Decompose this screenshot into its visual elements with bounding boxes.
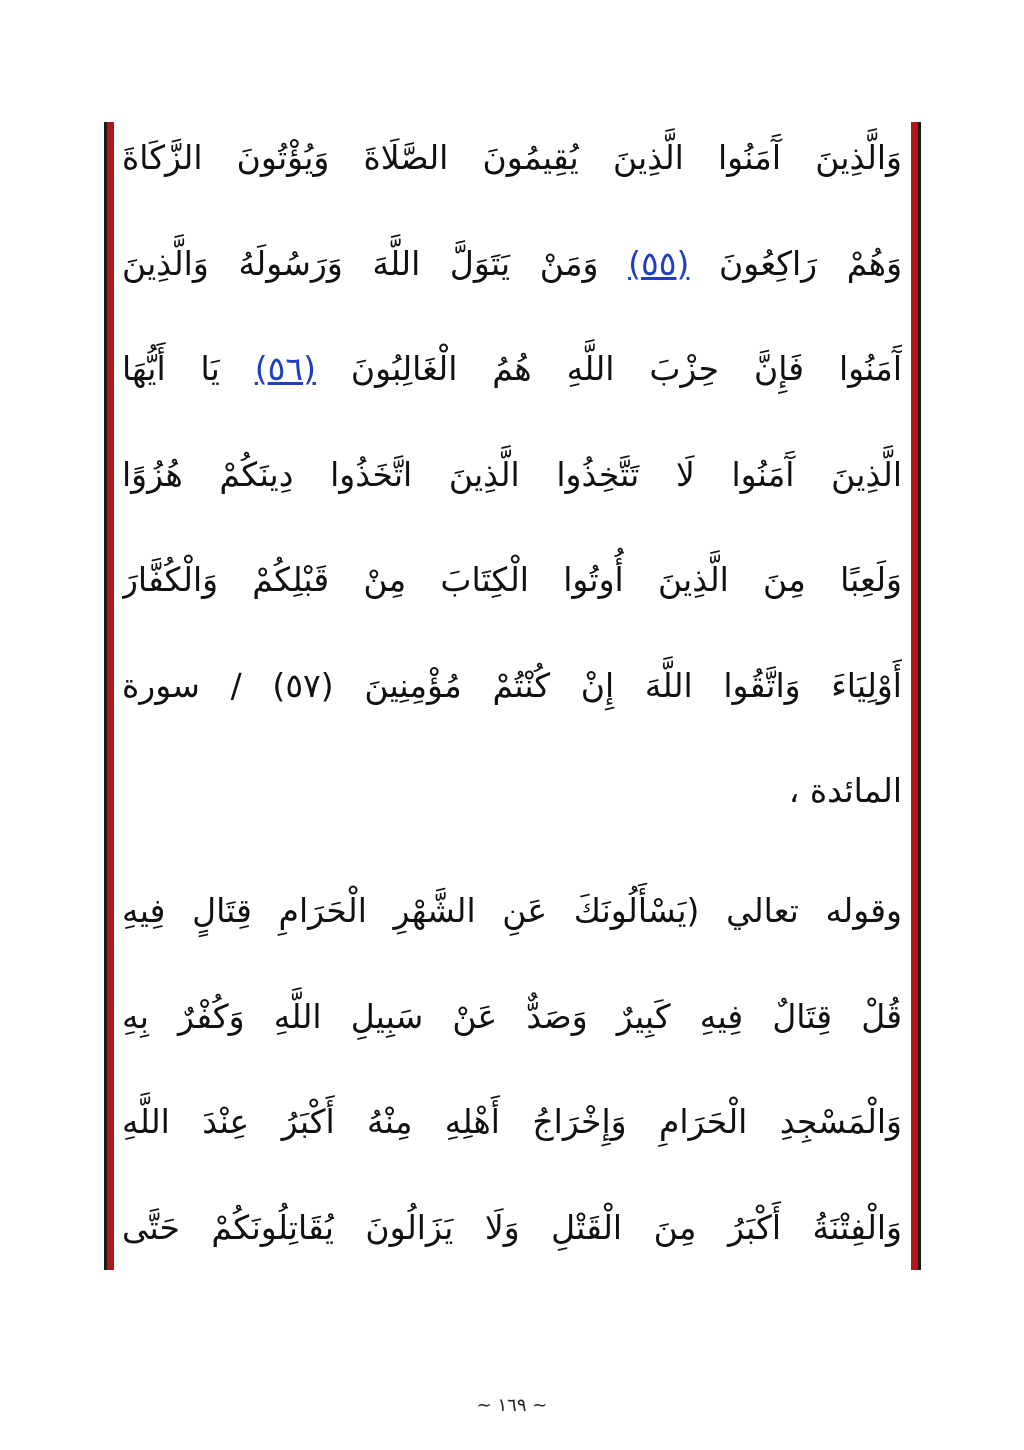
line-text: قُلْ قِتَالٌ فِيهِ كَبِيرٌ وَصَدٌّ عَنْ سَبِيلِ اللَّهِ وَكُفْرٌ بِهِ (122, 996, 902, 1036)
text-line-1 (122, 122, 902, 228)
left-border-rule (104, 122, 114, 1270)
line-text: آَمَنُوا فَإِنَّ حِزْبَ اللَّهِ هُمُ الْغَالِبُونَ (350, 349, 902, 388)
verse-text-block (122, 122, 902, 1297)
text-line-8 (122, 875, 902, 981)
line-text: وَهُمْ رَاكِعُونَ (719, 243, 902, 283)
text-line-2 (122, 228, 902, 334)
page-number: ~ ١٦٩ ~ (476, 1395, 548, 1416)
line-text: وقوله تعالي (يَسْأَلُونَكَ عَنِ الشَّهْرِ الْحَرَامِ قِتَالٍ فِيهِ (122, 891, 902, 930)
line-text: يَا أَيُّهَا (122, 349, 220, 388)
text-line-11 (122, 1192, 902, 1298)
line-text: أَوْلِيَاءَ وَاتَّقُوا اللَّهَ إِنْ كُنْتُمْ مُؤْمِنِينَ (٥٧) / سورة (122, 665, 902, 705)
text-line-7 (122, 755, 902, 875)
text-line-4 (122, 439, 902, 545)
right-border-rule (911, 122, 921, 1270)
line-text: وَلَعِبًا مِنَ الَّذِينَ أُوتُوا الْكِتَابَ مِنْ قَبْلِكُمْ وَالْكُفَّارَ (122, 560, 902, 599)
text-line-6 (122, 650, 902, 756)
line-text: وَمَنْ يَتَوَلَّ اللَّهَ وَرَسُولَهُ وَالَّذِينَ (122, 243, 599, 283)
line-text: وَالْفِتْنَةُ أَكْبَرُ مِنَ الْقَتْلِ وَلَا يَزَالُونَ يُقَاتِلُونَكُمْ حَتَّى (122, 1207, 902, 1247)
line-text: المائدة ، (788, 771, 902, 810)
text-line-10 (122, 1086, 902, 1192)
line-text: الَّذِينَ آَمَنُوا لَا تَتَّخِذُوا الَّذِينَ اتَّخَذُوا دِينَكُمْ هُزُوًا (122, 454, 902, 494)
text-line-3 (122, 333, 902, 439)
line-text: وَالَّذِينَ آَمَنُوا الَّذِينَ يُقِيمُونَ الصَّلَاةَ وَيُؤْتُونَ الزَّكَاةَ (122, 138, 902, 177)
text-line-9 (122, 981, 902, 1087)
line-text: وَالْمَسْجِدِ الْحَرَامِ وَإِخْرَاجُ أَهْلِهِ مِنْهُ أَكْبَرُ عِنْدَ اللَّهِ (122, 1102, 902, 1141)
verse-reference-link-55[interactable]: (٥٥) (628, 243, 690, 283)
verse-reference-link-56[interactable]: (٥٦) (254, 349, 316, 388)
text-line-5 (122, 544, 902, 650)
